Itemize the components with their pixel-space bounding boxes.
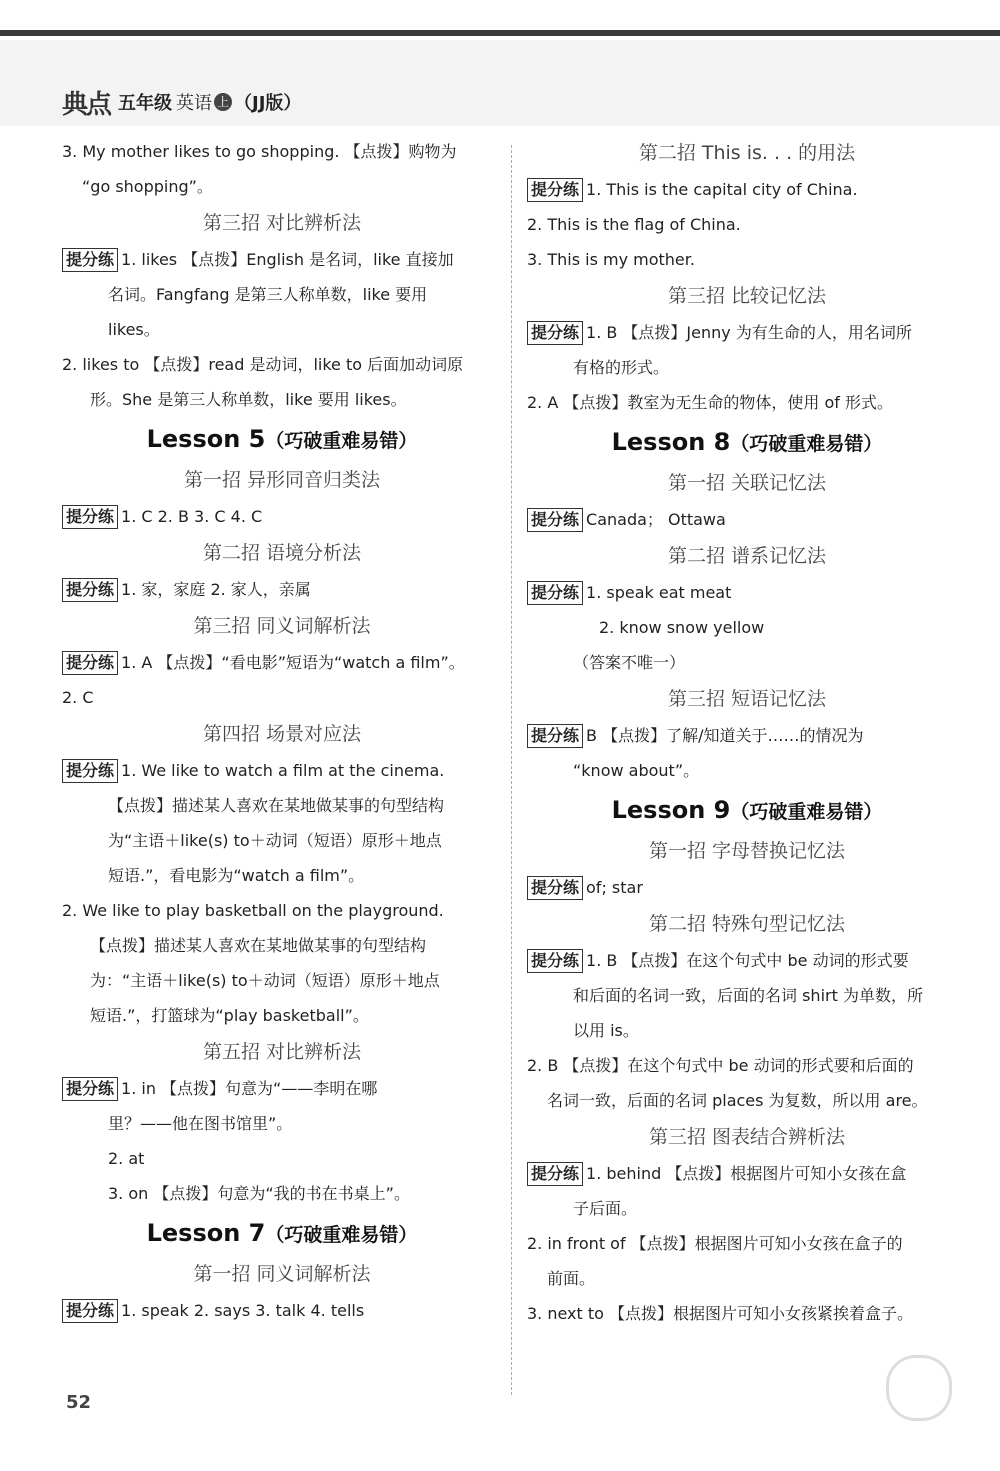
practice-tag: 提分练 [527, 1162, 583, 1186]
practice-tag: 提分练 [527, 949, 583, 973]
lesson-heading [527, 788, 967, 832]
section-heading: 第三招 比较记忆法 [667, 285, 827, 307]
answer-line: 3. My mother likes to go shopping. 【点拨】购物为 [62, 142, 457, 161]
lesson-title: Lesson 5 [146, 425, 266, 453]
answer-line: 2. likes to 【点拨】read 是动词，like to 后面加动词原 [62, 355, 464, 374]
exercise-line [62, 1293, 502, 1328]
exercise-line [62, 499, 502, 534]
answer-line: 2. We like to play basketball on the playground. [62, 901, 444, 920]
answer-line: 名词。Fangfang 是第三人称单数，like 要用 [108, 285, 428, 304]
answer-line: （答案不唯一） [573, 653, 686, 672]
practice-tag: 提分练 [62, 578, 118, 602]
volume-badge: 上 [214, 93, 232, 111]
brand-logo: 典点 [62, 89, 111, 120]
answer-line: 【点拨】描述某人喜欢在某地做某事的句型结构 [108, 796, 445, 815]
answer-line: 里？——他在图书馆里”。 [108, 1114, 293, 1133]
section-heading: 第三招 短语记忆法 [667, 688, 827, 710]
watermark-logo [802, 1351, 992, 1461]
answer-text: B 【点拨】了解/知道关于……的情况为 [586, 726, 864, 745]
practice-tag: 提分练 [62, 1299, 118, 1323]
practice-tag: 提分练 [62, 1077, 118, 1101]
lesson-title: Lesson 7 [146, 1219, 266, 1247]
answer-text: 1. likes 【点拨】English 是名词，like 直接加 [121, 250, 454, 269]
answer-text: 1. behind 【点拨】根据图片可知小女孩在盒 [586, 1164, 907, 1183]
lesson-heading [527, 420, 967, 464]
answer-text: of; star [586, 878, 643, 897]
answer-line: “know about”。 [573, 761, 700, 780]
answer-line: 3. next to 【点拨】根据图片可知小女孩紧挨着盒子。 [527, 1304, 914, 1323]
answer-text: 1. 家，家庭 2. 家人，亲属 [121, 580, 311, 599]
page-number: 52 [66, 1392, 92, 1413]
exercise-line [527, 502, 967, 537]
answer-line: 2. A 【点拨】教室为无生命的物体，使用 of 形式。 [527, 393, 893, 412]
section-heading: 第五招 对比辨析法 [202, 1041, 362, 1063]
answer-line: 为“主语＋like(s) to＋动词（短语）原形＋地点 [108, 831, 442, 850]
section-heading: 第二招 This is. . . 的用法 [638, 142, 856, 164]
exercise-line [527, 943, 967, 978]
answer-line: 有格的形式。 [573, 358, 670, 377]
section-heading: 第四招 场景对应法 [202, 723, 362, 745]
practice-tag: 提分练 [62, 759, 118, 783]
lesson-subtitle: （巧破重难易错） [730, 801, 883, 823]
section-heading: 第一招 同义词解析法 [193, 1263, 371, 1285]
exercise-line [62, 753, 502, 788]
exercise-line [62, 242, 502, 277]
exercise-line [62, 645, 502, 680]
answer-line: 2. at [108, 1149, 145, 1168]
answer-text: 1. B 【点拨】Jenny 为有生命的人，用名词所 [586, 323, 912, 342]
answer-line: 3. on 【点拨】句意为“我的书在书桌上”。 [108, 1184, 410, 1203]
section-heading: 第二招 谱系记忆法 [667, 545, 827, 567]
column-divider [511, 145, 512, 1395]
answer-text: 1. We like to watch a film at the cinema. [121, 761, 445, 780]
lesson-heading [62, 1211, 502, 1255]
edition-label: （JJ版） [234, 93, 302, 114]
answer-line: 以用 is。 [573, 1021, 639, 1040]
answer-text: Canada； Ottawa [586, 510, 726, 529]
exercise-line [62, 572, 502, 607]
exercise-line [527, 575, 967, 610]
section-heading: 第三招 同义词解析法 [193, 615, 371, 637]
answer-line: 2. C [62, 688, 94, 707]
section-heading: 第一招 字母替换记忆法 [648, 840, 846, 862]
exercise-line [527, 718, 967, 753]
section-heading: 第一招 关联记忆法 [667, 472, 827, 494]
practice-tag: 提分练 [62, 505, 118, 529]
practice-tag: 提分练 [62, 651, 118, 675]
section-heading: 第三招 对比辨析法 [202, 212, 362, 234]
practice-tag: 提分练 [527, 724, 583, 748]
answer-text: 1. speak eat meat [586, 583, 732, 602]
subject-label: 英语 [176, 93, 213, 114]
practice-tag: 提分练 [527, 321, 583, 345]
lesson-subtitle: （巧破重难易错） [265, 1224, 418, 1246]
grade-label: 五年级 [118, 93, 173, 114]
answer-line: 【点拨】描述某人喜欢在某地做某事的句型结构 [90, 936, 427, 955]
answer-text: 1. C 2. B 3. C 4. C [121, 507, 263, 526]
lesson-subtitle: （巧破重难易错） [265, 430, 418, 452]
top-rule [0, 30, 1000, 36]
section-heading: 第一招 异形同音归类法 [183, 469, 381, 491]
answer-text: 1. This is the capital city of China. [586, 180, 858, 199]
answer-line: 形。She 是第三人称单数，like 要用 likes。 [90, 390, 407, 409]
answer-line: 2. know snow yellow [599, 618, 765, 637]
lesson-title: Lesson 9 [611, 796, 731, 824]
answer-text: 1. speak 2. says 3. talk 4. tells [121, 1301, 365, 1320]
practice-tag: 提分练 [527, 876, 583, 900]
exercise-line [527, 172, 967, 207]
section-heading: 第三招 图表结合辨析法 [648, 1126, 846, 1148]
practice-tag: 提分练 [62, 248, 118, 272]
answer-line: likes。 [108, 320, 160, 339]
answer-text: 1. in 【点拨】句意为“——李明在哪 [121, 1079, 378, 1098]
answer-line: “go shopping”。 [82, 177, 213, 196]
lesson-subtitle: （巧破重难易错） [730, 433, 883, 455]
page-header [62, 86, 301, 118]
answer-text: 1. A 【点拨】“看电影”短语为“watch a film”。 [121, 653, 465, 672]
answer-text: 1. B 【点拨】在这个句式中 be 动词的形式要 [586, 951, 909, 970]
right-column [527, 134, 967, 1331]
answer-line: 2. B 【点拨】在这个句式中 be 动词的形式要和后面的 [527, 1056, 914, 1075]
practice-tag: 提分练 [527, 508, 583, 532]
practice-tag: 提分练 [527, 581, 583, 605]
answer-line: 2. This is the flag of China. [527, 215, 741, 234]
exercise-line [527, 1156, 967, 1191]
lesson-heading [62, 417, 502, 461]
answer-line: 3. This is my mother. [527, 250, 695, 269]
exercise-line [62, 1071, 502, 1106]
answer-line: 为：“主语＋like(s) to＋动词（短语）原形＋地点 [90, 971, 440, 990]
answer-line: 名词一致，后面的名词 places 为复数，所以用 are。 [547, 1091, 928, 1110]
answer-line: 前面。 [547, 1269, 596, 1288]
answer-line: 和后面的名词一致，后面的名词 shirt 为单数，所 [573, 986, 923, 1005]
exercise-line [527, 870, 967, 905]
lesson-title: Lesson 8 [611, 428, 731, 456]
exercise-line [527, 315, 967, 350]
section-heading: 第二招 语境分析法 [202, 542, 362, 564]
answer-line: 2. in front of 【点拨】根据图片可知小女孩在盒子的 [527, 1234, 903, 1253]
answer-line: 子后面。 [573, 1199, 638, 1218]
answer-line: 短语.”，看电影为“watch a film”。 [108, 866, 365, 885]
practice-tag: 提分练 [527, 178, 583, 202]
watermark-circle-icon [886, 1355, 952, 1421]
section-heading: 第二招 特殊句型记忆法 [648, 913, 846, 935]
left-column [62, 134, 502, 1328]
answer-line: 短语.”，打篮球为“play basketball”。 [90, 1006, 369, 1025]
